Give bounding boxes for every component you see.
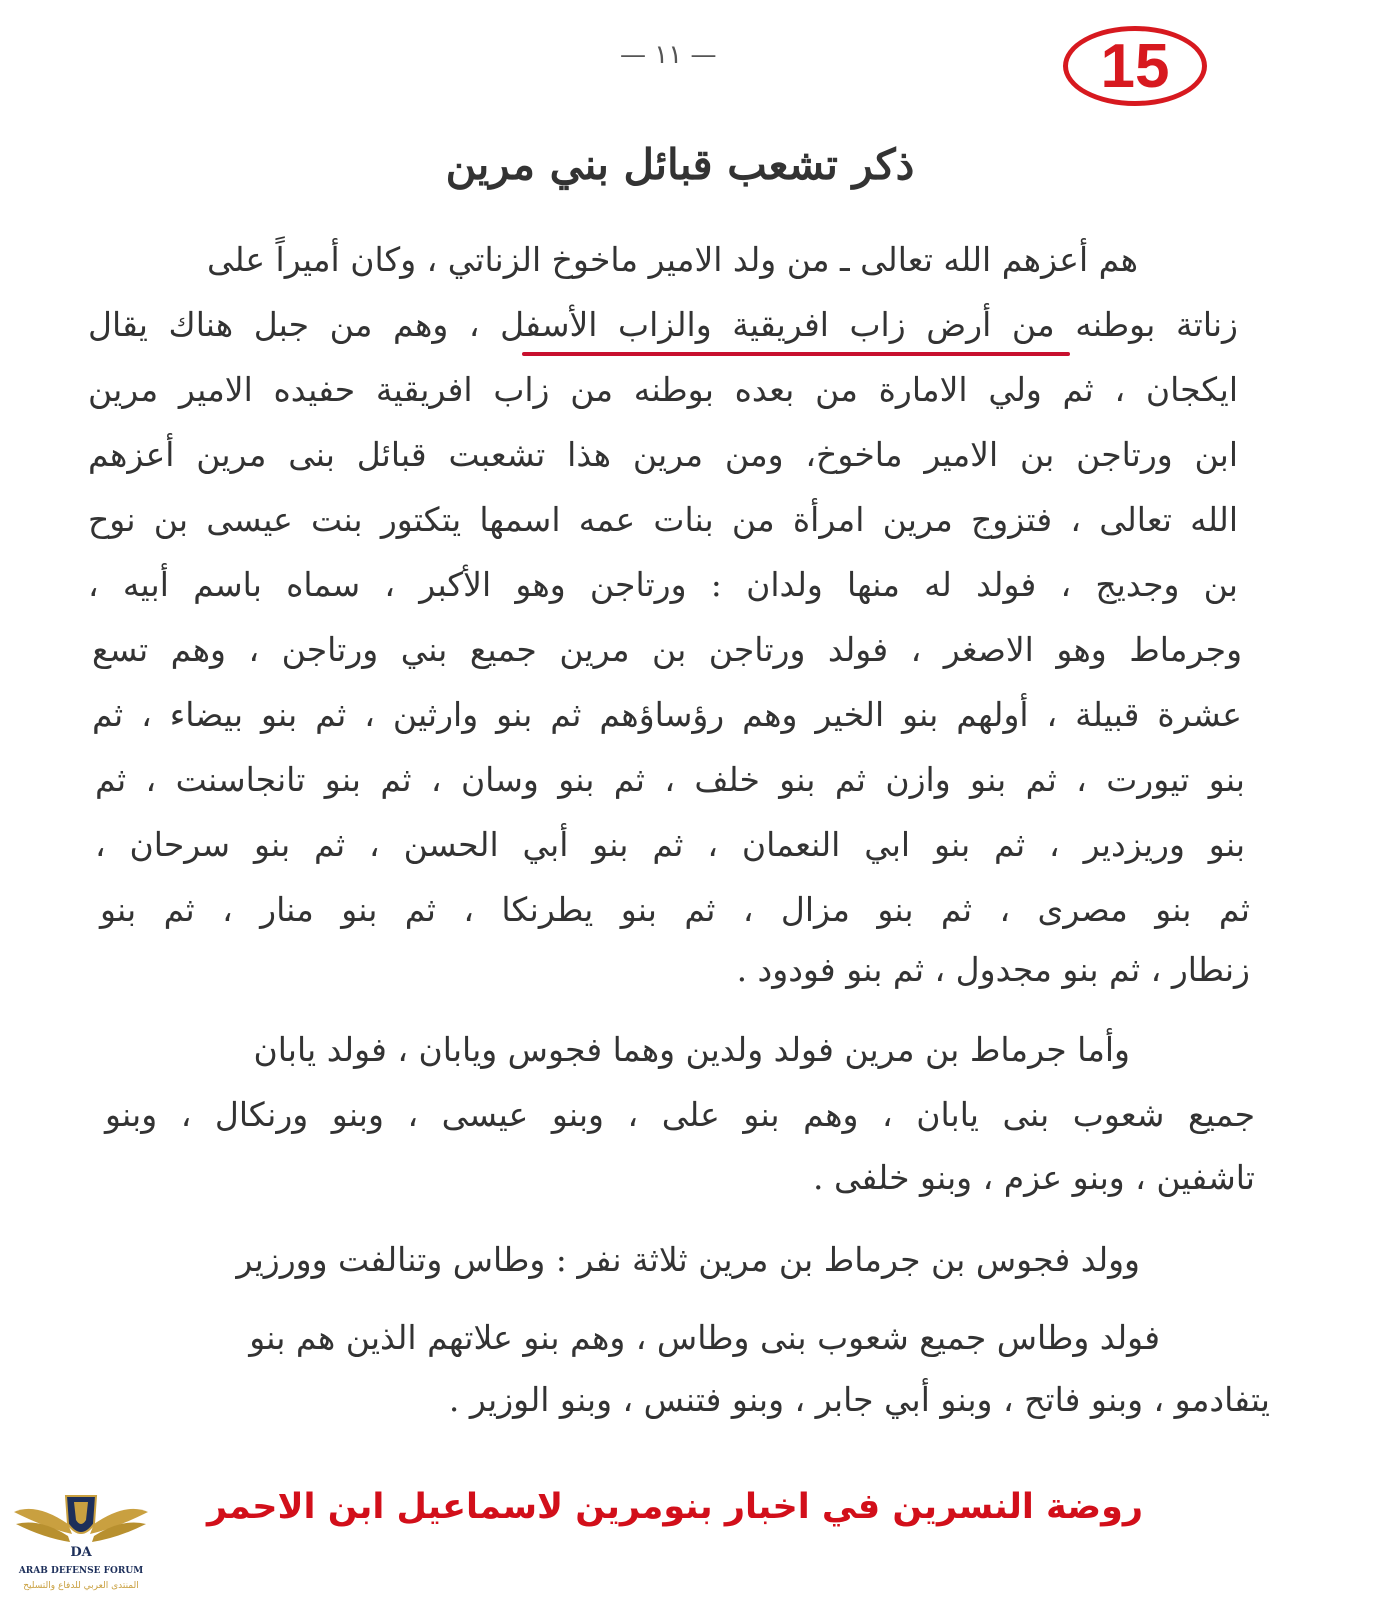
text-line: ثم بنو مصرى ، ثم بنو مزال ، ثم بنو يطرنكا ، ثم بنو منار ، ثم بنو bbox=[100, 890, 1250, 929]
text-line: وجرماط وهو الاصغر ، فولد ورتاجن بن مرين جميع بني ورتاجن ، وهم تسع bbox=[92, 630, 1242, 669]
text-line: زناتة بوطنه من أرض زاب افريقية والزاب الأسفل ، وهم من جبل هناك يقال bbox=[88, 305, 1238, 344]
page-number: — ١١ — bbox=[620, 40, 717, 70]
text-line: وولد فجوس بن جرماط بن مرين ثلاثة نفر : وطاس وتنالفت وورزير bbox=[236, 1240, 1140, 1279]
text-line: زنطار ، ثم بنو مجدول ، ثم بنو فودود . bbox=[736, 950, 1250, 989]
text-line: ايكجان ، ثم ولي الامارة من بعده بوطنه من زاب افريقية حفيده الامير مرين bbox=[88, 370, 1238, 409]
text-line: عشرة قبيلة ، أولهم بنو الخير وهم رؤساؤهم ثم بنو وارثين ، ثم بنو بيضاء ، ثم bbox=[92, 695, 1242, 734]
text-line: بنو وريزدير ، ثم بنو ابي النعمان ، ثم بنو أبي الحسن ، ثم بنو سرحان ، bbox=[95, 825, 1245, 864]
text-line: هم أعزهم الله تعالى ـ من ولد الامير ماخوخ الزناتي ، وكان أميراً على bbox=[206, 240, 1138, 279]
text-line: جميع شعوب بنى يابان ، وهم بنو على ، وبنو عيسى ، وبنو ورنكال ، وبنو bbox=[105, 1095, 1255, 1134]
chapter-title: ذكر تشعب قبائل بني مرين bbox=[445, 140, 915, 189]
text-line: وأما جرماط بن مرين فولد ولدين وهما فجوس ويابان ، فولد يابان bbox=[253, 1030, 1130, 1069]
text-line: بن وجديج ، فولد له منها ولدان : ورتاجن وهو الأكبر ، سماه باسم أبيه ، bbox=[88, 565, 1238, 604]
text-line: بنو تيورت ، ثم بنو وازن ثم بنو خلف ، ثم بنو وسان ، ثم بنو تانجاسنت ، ثم bbox=[95, 760, 1245, 799]
page-badge-circled: 15 bbox=[1063, 26, 1207, 106]
text-line: يتفادمو ، وبنو فاتح ، وبنو أبي جابر ، وبنو فتنس ، وبنو الوزير . bbox=[448, 1380, 1270, 1419]
text-line: ابن ورتاجن بن الامير ماخوخ، ومن مرين هذا تشعبت قبائل بنى مرين أعزهم bbox=[88, 435, 1238, 474]
logo-initials: DA bbox=[70, 1545, 92, 1560]
forum-logo bbox=[6, 1494, 156, 1600]
logo-name-ar: المنتدى العربي للدفاع والتسليح bbox=[23, 1581, 139, 1591]
red-underline-highlight bbox=[522, 352, 1070, 356]
source-title: روضة النسرين في اخبار بنومرين لاسماعيل ابن الاحمر bbox=[207, 1487, 1143, 1527]
text-line: الله تعالى ، فتزوج مرين امرأة من بنات عمه اسمها يتكتور بنت عيسى بن نوح bbox=[88, 500, 1238, 539]
text-line: فولد وطاس جميع شعوب بنى وطاس ، وهم بنو علاتهم الذين هم بنو bbox=[249, 1318, 1160, 1357]
logo-name-en: ARAB DEFENSE FORUM bbox=[18, 1566, 144, 1576]
text-line: تاشفين ، وبنو عزم ، وبنو خلفى . bbox=[813, 1158, 1255, 1197]
